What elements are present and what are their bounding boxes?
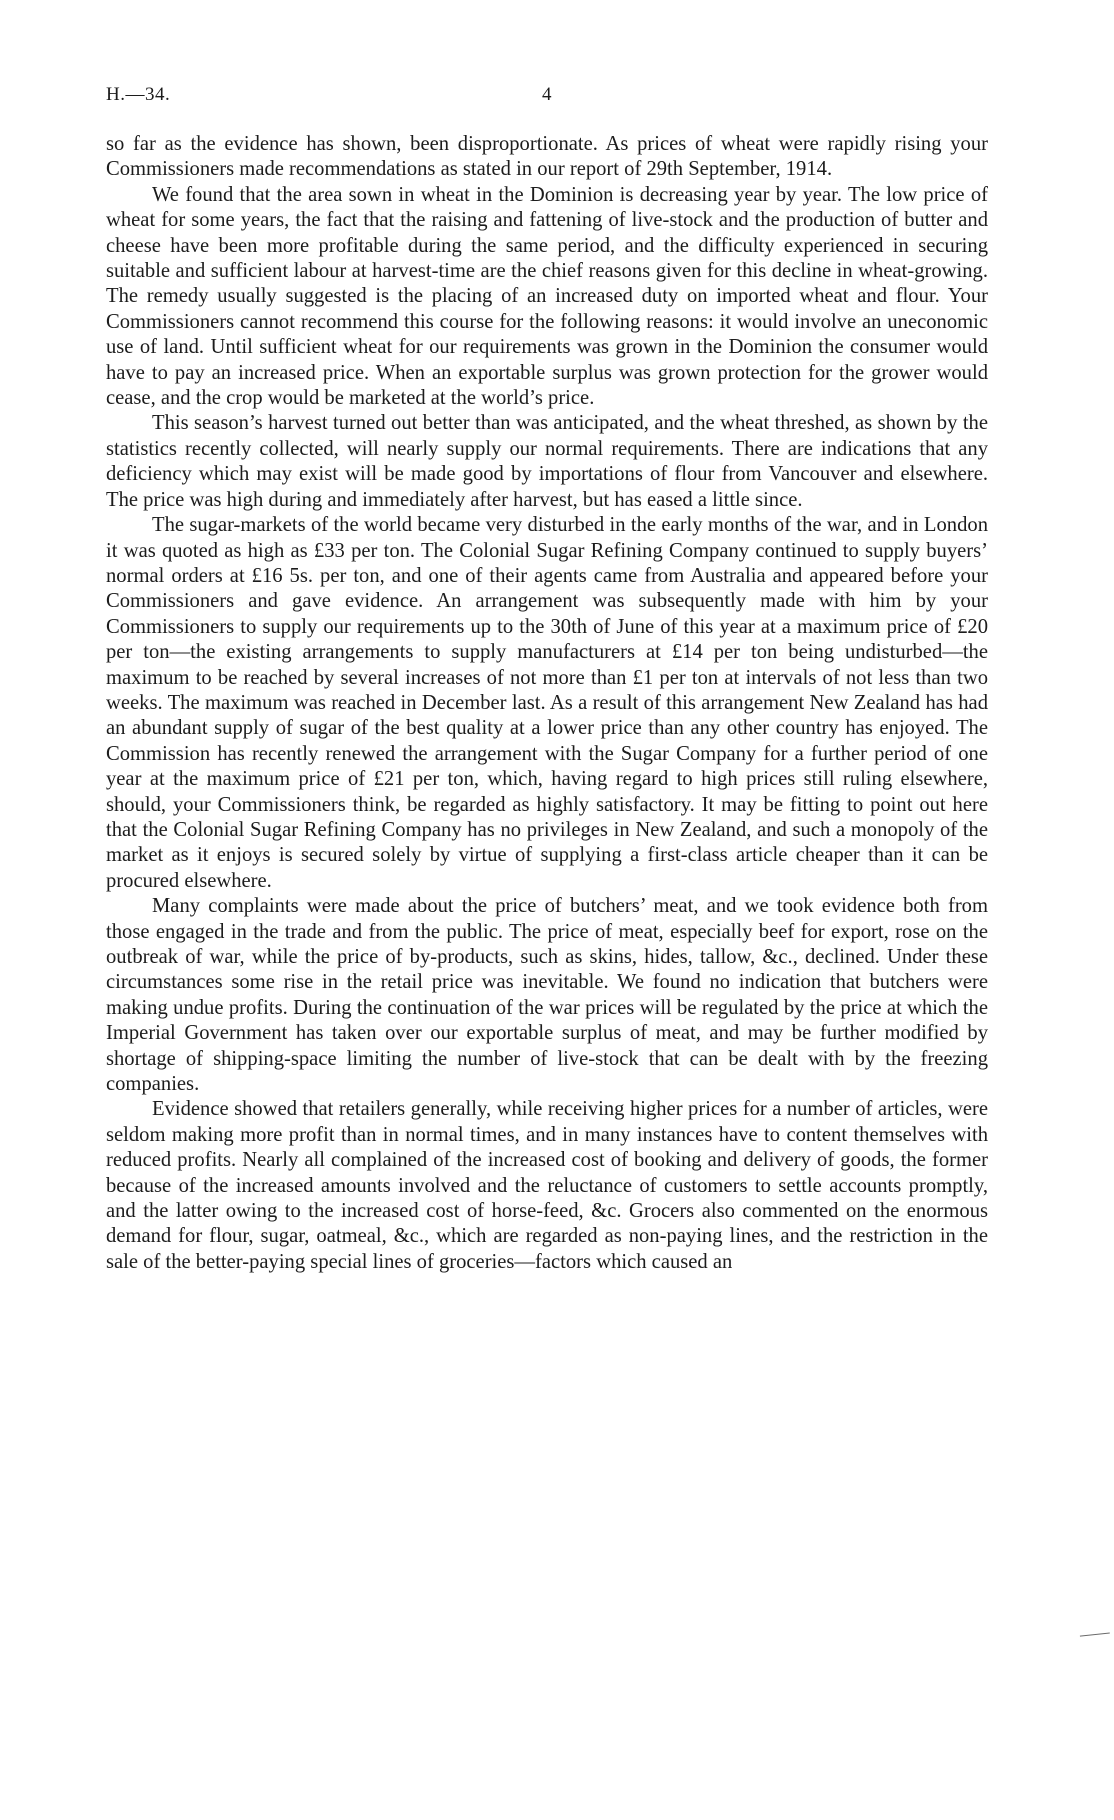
paragraph-butchers-meat: Many complaints were made about the price of butchers’ meat, and we took evidence both from those engaged in the trade and from the public. The price of meat, especially beef for export, rose on the outbreak of war, while the price of by-products, such as skins, hides, tallow, &c., declined. Under these circumstances some rise in the retail price was inevitable. We found no indication that butchers were making undue profits. During the continuation of the war prices will be regulated by the price at which the Imperial Government has taken over our exportable surplus of meat, and may be further modified by shortage of shipping-space limiting the number of live-stock that can be dealt with by the freezing companies. bbox=[106, 895, 988, 1096]
paragraph-harvest: This season’s harvest turned out better than was anticipated, and the wheat threshed, as shown by the statistics recently collected, will nearly supply our normal requirements. There are indications that any deficiency which may exist will be made good by importations of flour from Vancouver and elsewhere. The price was high during and immediately after harvest, but has eased a little since. bbox=[106, 412, 988, 511]
paragraph-retailers: Evidence showed that retailers generally, while receiving higher prices for a number of articles, were seldom making more profit than in normal times, and in many instances have to content themselves with reduced profits. Nearly all complained of the increased cost of booking and delivery of goods, the former because of the increased amounts involved and the reluctance of customers to settle accounts promptly, and the latter owing to the increased cost of horse-feed, &c. Grocers also commented on the enormous demand for flour, sugar, oatmeal, &c., which are regarded as non-paying lines, and the restriction in the sale of the better-paying special lines of groceries—factors which caused an bbox=[106, 1098, 988, 1273]
page-header bbox=[106, 84, 986, 114]
body-text bbox=[106, 132, 988, 1275]
page-number: 4 bbox=[542, 84, 552, 105]
document-code: H.—34. bbox=[106, 84, 171, 105]
margin-pencil-mark bbox=[1080, 1632, 1110, 1639]
paragraph-wheat-area: We found that the area sown in wheat in the Dominion is decreasing year by year. The low price of wheat for some years, the fact that the raising and fattening of live-stock and the production of butter and cheese have been more profitable during the same period, and the difficulty experienced in securing suitable and sufficient labour at harvest-time are the chief reasons given for this decline in wheat-growing. The remedy usually suggested is the placing of an increased duty on imported wheat and flour. Your Commissioners cannot recommend this course for the following reasons: it would involve an uneconomic use of land. Until sufficient wheat for our requirements was grown in the Dominion the consumer would have to pay an increased price. When an exportable surplus was grown protection for the grower would cease, and the crop would be marketed at the world’s price. bbox=[106, 183, 988, 410]
paragraph-sugar-markets: The sugar-markets of the world became very disturbed in the early months of the war, and in London it was quoted as high as £33 per ton. The Colonial Sugar Refining Company continued to supply buyers’ normal orders at £16 5s. per ton, and one of their agents came from Australia and appeared before your Commissioners and gave evidence. An arrangement was subsequently made with him by your Commissioners to supply our requirements up to the 30th of June of this year at a maximum price of £20 per ton—the existing arrangements to supply manufacturers at £14 per ton being undisturbed—the maximum to be reached by several increases of not more than £1 per ton at intervals of not less than two weeks. The maximum was reached in December last. As a result of this arrangement New Zealand has had an abundant supply of sugar of the best quality at a lower price than any other country has enjoyed. The Commission has recently renewed the arrangement with the Sugar Company for a further period of one year at the maximum price of £21 per ton, which, having regard to high prices still ruling elsewhere, should, your Commissioners think, be regarded as highly satisfactory. It may be fitting to point out here that the Colonial Sugar Refining Company has no privileges in New Zealand, and such a monopoly of the market as it enjoys is secured solely by virtue of supplying a first-class article cheaper than it can be procured elsewhere. bbox=[106, 514, 988, 892]
paragraph-wheat-prices-continued: so far as the evidence has shown, been disproportionate. As prices of wheat were rapidly rising your Commissioners made recommendations as stated in our report of 29th September, 1914. bbox=[106, 133, 988, 181]
